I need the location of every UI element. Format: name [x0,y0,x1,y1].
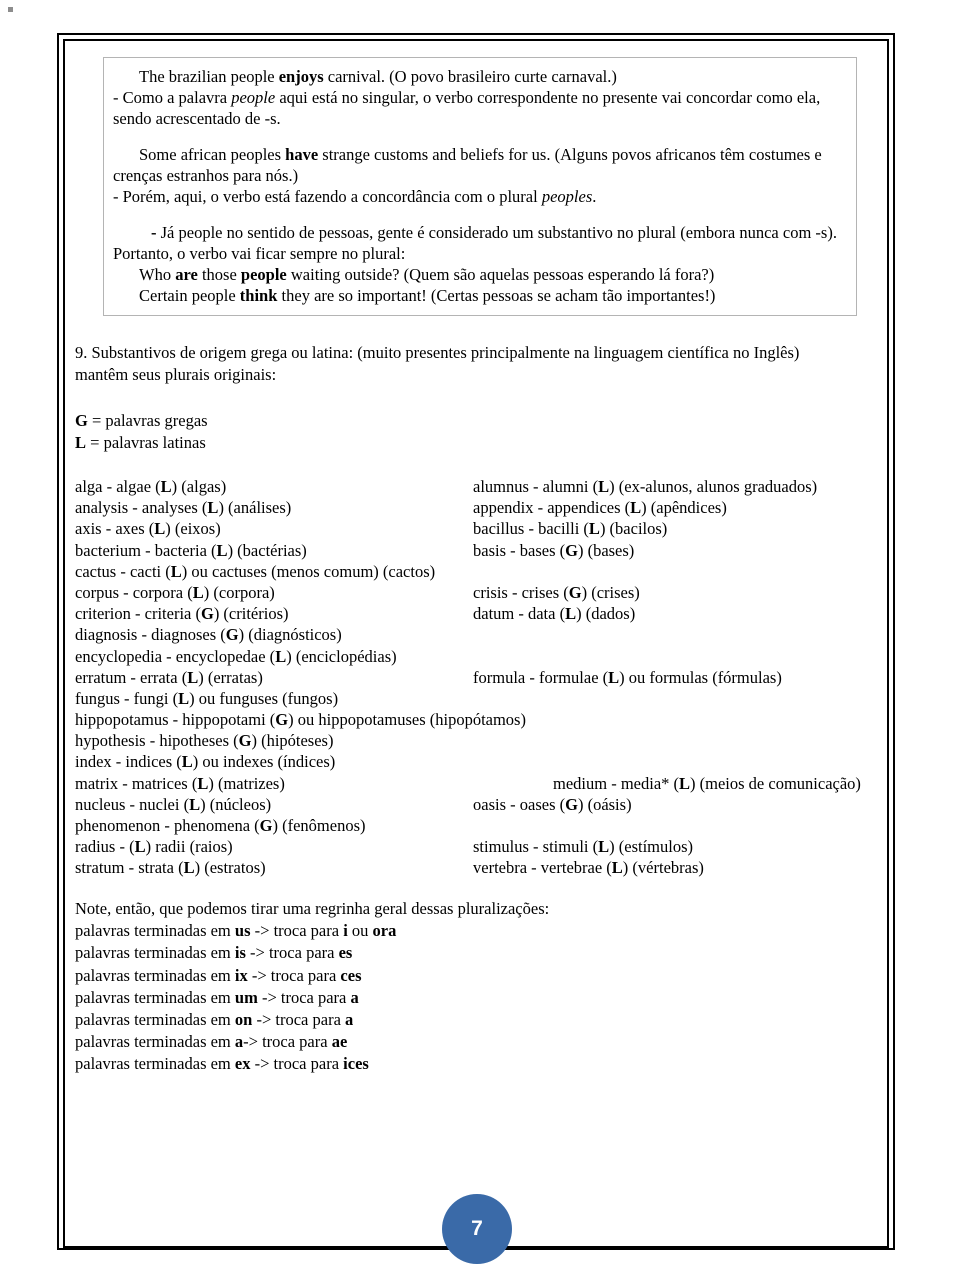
text-run: peoples [541,186,593,206]
text-run: a [345,1009,354,1029]
text-run: ) (estímulos) [609,837,694,857]
word-entry-left [75,730,333,752]
text-run: ) (estratos) [194,858,266,878]
word-list-row [75,688,865,709]
text-run: those [197,264,241,284]
word-entry-left [75,773,285,795]
text-run: bacterium - bacteria ( [75,540,217,560]
text-run: G [238,731,252,751]
text-run: ) ou cactuses (menos comum) (cactos) [181,561,436,581]
text-run: datum - data ( [473,604,566,624]
text-run: are [175,264,198,284]
text-run: bacillus - bacilli ( [473,519,589,539]
text-run: ) (bactérias) [227,540,307,560]
text-run: -> troca para [250,1054,344,1074]
text-run: L [207,498,219,518]
text-run: G [565,794,578,814]
text-run: ) (vértebras) [622,858,704,878]
text-run: L [630,498,642,518]
text-run: ) (análises) [218,498,292,518]
word-entry-right [473,603,635,625]
text-run: basis - bases ( [473,540,566,560]
example-line [113,286,845,307]
word-entry-left [75,688,338,710]
text-run: ) (crises) [581,582,640,602]
text-run: ) (diagnósticos) [238,625,342,645]
page-content [70,44,882,1244]
text-run: L [679,773,691,793]
text-run: palavras terminadas em [75,1054,235,1074]
text-run: um [234,987,258,1007]
text-run: G [259,816,273,835]
text-run: G [200,604,214,624]
legend-text: = palavras gregas [87,410,208,430]
section-heading: 9. Substantivos de origem grega ou latina: (muito presentes principalmente na linguagem científica no Inglês) mantêm seus plurais originais: [75,343,800,384]
text-run: The brazilian people [139,67,279,86]
word-list-row [75,836,865,857]
text-run: a [350,987,359,1007]
word-entry-left [75,646,397,668]
text-run: . [592,186,597,206]
word-entry-left [75,709,526,731]
word-list-row [75,561,865,582]
text-run: ) (bacilos) [599,519,668,539]
page-number-badge: 7 [442,1194,512,1264]
text-run: G [565,540,578,560]
text-run: -> troca para [252,1009,346,1029]
text-run: ) (algas) [171,477,227,496]
text-run: ) ou indexes (índices) [192,752,336,772]
legend-key: G [75,410,88,430]
text-run: L [160,477,172,496]
text-run: crisis - crises ( [473,582,569,602]
word-entry-right [473,518,667,540]
text-run: diagnosis - diagnoses ( [75,625,226,645]
text-run: palavras terminadas em [75,1009,235,1029]
text-run: aqui está no singular, o verbo correspondente no presente vai concordar como ela, sendo acrescentado de -s. [113,87,821,128]
text-run: a [234,1032,244,1052]
text-run: L [611,858,623,878]
text-run: ) (erratas) [198,667,263,687]
word-list-row [75,603,865,624]
text-run: ) (apêndices) [641,498,727,518]
text-run: stratum - strata ( [75,858,184,878]
text-run: axis - axes ( [75,519,155,539]
text-run: ) (meios de comunicação) [690,773,861,793]
text-run: palavras terminadas em [75,965,235,985]
text-run: - Porém, aqui, o verbo está fazendo a concordância com o plural [113,186,542,206]
text-run: hippopotamus - hippopotami ( [75,710,276,730]
example-line [113,67,845,88]
text-run: palavras terminadas em [75,987,235,1007]
text-run: us [234,921,251,941]
text-run: L [565,604,577,624]
example-line [113,88,845,130]
rule-line [75,1053,865,1075]
text-run: ) (critérios) [213,604,289,624]
text-run: L [608,667,620,687]
text-run: ) (oásis) [577,794,632,814]
text-run: ) (hipóteses) [251,731,334,751]
text-run: - [151,222,161,242]
text-run: palavras terminadas em [75,943,235,963]
rule-line [75,965,865,987]
text-run: fungus - fungi ( [75,688,179,708]
legend-key: L [75,432,87,452]
rule-line [75,1009,865,1031]
word-entry-right [473,540,634,562]
word-entry-right [473,667,782,689]
word-list-row [75,857,865,878]
text-run: alga - algae ( [75,477,161,496]
rule-line [75,1031,865,1053]
word-list-row [75,476,865,497]
word-entry-left [75,476,226,498]
text-run: ou [347,921,373,941]
legend-line [75,432,865,454]
text-run: L [178,688,190,708]
text-run: L [275,646,287,666]
text-run: ) ou funguses (fungos) [189,688,339,708]
word-entry-right [473,857,704,879]
text-run: L [598,477,610,496]
rules-heading: Note, então, que podemos tirar uma regrinha geral dessas pluralizações: [75,899,550,918]
text-run: i [343,921,348,941]
text-run: appendix - appendices ( [473,498,631,518]
text-run: medium - media* ( [553,773,680,793]
text-run: on [234,1009,253,1029]
text-run: ) ou hippopotamuses (hipopótamos) [288,710,526,730]
example-line [113,145,845,187]
text-run: G [568,582,582,602]
text-run: ora [372,921,397,941]
word-entry-right [473,836,693,858]
text-run: L [216,540,228,560]
word-list-row [75,751,865,772]
word-entry-left [75,751,335,773]
text-run: ) (ex-alunos, alunos graduados) [609,477,818,496]
word-entry-left [75,794,271,816]
text-run: radius - ( [75,837,135,857]
text-run: L [183,858,195,878]
word-list-row [75,709,865,730]
rule-line [75,987,865,1009]
rule-line [75,942,865,964]
text-run: ces [340,965,362,985]
text-run: have [285,144,319,164]
text-run: index - indices ( [75,752,182,772]
origin-legend [75,410,865,454]
word-entry-left [75,836,233,858]
text-run: L [588,519,600,539]
text-run: -> troca para [250,921,344,941]
text-run: nucleus - nuclei ( [75,794,190,814]
word-list-row [75,667,865,688]
word-list-row [75,794,865,815]
example-line [113,223,845,265]
text-run: ) radii (raios) [145,837,233,857]
word-entry-left [75,561,435,583]
text-run: formula - formulae ( [473,667,609,687]
text-run: they are so important! (Certas pessoas se acham tão importantes!) [277,285,716,305]
word-entry-left [75,815,366,837]
text-run: vertebra - vertebrae ( [473,858,612,878]
word-list-row [75,646,865,667]
example-line [113,187,845,208]
text-run: oasis - oases ( [473,794,566,814]
text-run: phenomenon - phenomena ( [75,816,260,835]
word-entry-left [75,497,291,519]
text-run: think [239,285,278,305]
text-run: ) ou formulas (fórmulas) [619,667,782,687]
text-run: L [170,561,182,581]
word-entry-right [473,476,817,498]
text-run: G [275,710,289,730]
text-run: alumnus - alumni ( [473,477,599,496]
text-run: criterion - criteria ( [75,604,201,624]
example-line [113,265,845,286]
text-run: people [240,264,287,284]
word-list-row [75,540,865,561]
text-run: ices [343,1054,369,1074]
text-run: ) (enciclopédias) [286,646,397,666]
text-run: corpus - corpora ( [75,582,193,602]
word-entry-left [75,582,275,604]
text-run: people [231,87,276,107]
text-run: -> troca para [257,987,351,1007]
text-run: erratum - errata ( [75,667,188,687]
text-run: analysis - analyses ( [75,498,208,518]
text-run: -> troca para [247,965,341,985]
text-run: es [338,943,353,963]
text-run: ix [234,965,248,985]
text-run: strange customs and beliefs for us. (Alguns povos africanos têm costumes e crenças estranhos para nós.) [113,144,822,185]
legend-line [75,410,865,432]
word-entry-left [75,667,263,689]
pluralization-rules [75,898,865,1076]
text-run: L [187,667,199,687]
text-run: L [192,582,204,602]
text-run: ) (eixos) [165,519,221,539]
section-intro-block [75,342,865,454]
rule-line [75,920,865,942]
text-run: L [197,773,209,793]
text-run: ex [234,1054,251,1074]
text-run: L [189,794,201,814]
text-run: ) (núcleos) [200,794,272,814]
text-run: G [225,625,239,645]
text-run: cactus - cacti ( [75,561,171,581]
text-run: Certain people [139,285,240,305]
text-run: ) (dados) [576,604,636,624]
word-entry-right [473,582,640,604]
text-run: -> troca para [245,943,339,963]
legend-text: = palavras latinas [86,432,206,452]
text-run: stimulus - stimuli ( [473,837,599,857]
text-run: -> troca para [243,1032,332,1052]
word-list-row [75,815,865,836]
text-run: L [134,837,146,857]
word-list-row [75,582,865,603]
word-entry-left [75,518,221,540]
text-run: ) (bases) [577,540,635,560]
text-run: carnival. (O povo brasileiro curte carnaval.) [323,67,617,86]
word-entry-left [75,857,266,879]
text-run: ) (fenômenos) [272,816,366,835]
word-list-row [75,773,865,794]
word-entry-right [553,773,861,795]
text-run: ae [331,1032,348,1052]
word-list-row [75,624,865,645]
text-run: palavras terminadas em [75,921,235,941]
word-entry-left [75,603,288,625]
text-run: enjoys [278,67,324,86]
text-run: L [154,519,166,539]
text-run: ) (corpora) [203,582,275,602]
scan-artifact-dot [8,7,13,12]
word-entry-right [473,497,727,519]
text-run: Some african peoples [139,144,286,164]
text-run: palavras terminadas em [75,1032,235,1052]
text-run: Já people no sentido de pessoas, gente é considerado um substantivo no plural (embora nunca com -s). Portanto, o verbo vai ficar sempre no plural: [113,222,837,263]
text-run: matrix - matrices ( [75,773,198,793]
rules-items [75,920,865,1075]
text-run: ) (matrizes) [208,773,285,793]
text-run: L [598,837,610,857]
word-list-row [75,730,865,751]
examples-callout-box [103,57,857,316]
text-run: Who [139,264,176,284]
text-run: encyclopedia - encyclopedae ( [75,646,276,666]
word-list-row [75,497,865,518]
text-run: is [234,943,246,963]
text-run: waiting outside? (Quem são aquelas pessoas esperando lá fora?) [286,264,715,284]
text-run: - Como a palavra [113,87,232,107]
word-entry-left [75,624,342,646]
text-run: L [181,752,193,772]
text-run: hypothesis - hipotheses ( [75,731,239,751]
word-entry-left [75,540,307,562]
word-list-row [75,518,865,539]
word-list [75,476,865,879]
word-entry-right [473,794,632,816]
